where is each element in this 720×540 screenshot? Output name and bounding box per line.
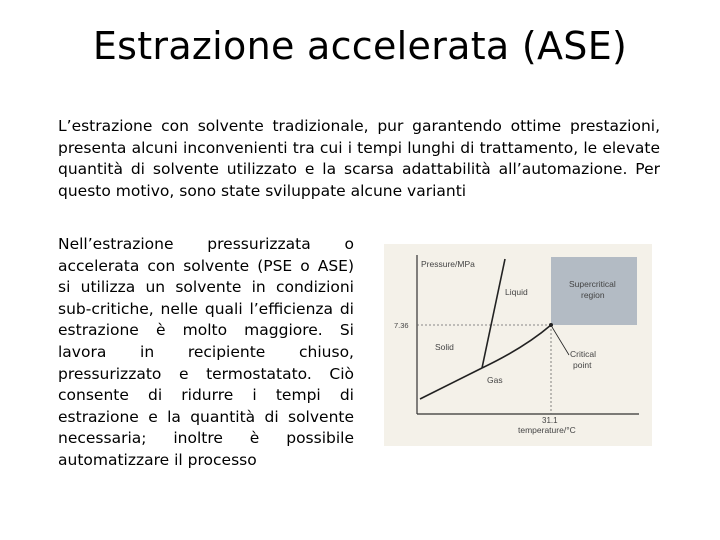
critical-point-label-line2: point (573, 360, 592, 370)
supercritical-label-line1: Supercritical (569, 279, 616, 289)
critical-point-marker (549, 323, 553, 327)
x-axis-label: temperature/°C (518, 425, 576, 435)
critical-point-label-line1: Critical (570, 349, 596, 359)
y-axis-label: Pressure/MPa (421, 259, 475, 269)
solid-label: Solid (435, 342, 454, 352)
critical-temperature-tick: 31.1 (542, 416, 558, 425)
supercritical-label-line2: region (581, 290, 605, 300)
critical-pressure-tick: 7.36 (394, 321, 409, 330)
ase-description-paragraph: Nell’estrazione pressurizzata o accelerata con solvente (PSE o ASE) si utilizza un solvente in condizioni sub-critiche, nelle quali l’efficienza di estrazione è molto maggiore. Si lavora in recipiente chiuso, pressurizzato e termostatato. Ciò consente di ridurre i tempi di estrazione e la quantità di solvente necessaria; inoltre è possibile automatizzare il processo (58, 235, 354, 469)
intro-paragraph: L’estrazione con solvente tradizionale, pur garantendo ottime prestazioni, presenta alcuni inconvenienti tra cui i tempi lunghi di trattamento, le elevate quantità di solvente utilizzato e la scarsa adattabilità all’automazione. Per questo motivo, sono state sviluppate alcune varianti (58, 117, 660, 200)
co2-phase-diagram (384, 244, 652, 446)
gas-label: Gas (487, 375, 503, 385)
liquid-label: Liquid (505, 287, 528, 297)
page-title: Estrazione accelerata (ASE) (92, 24, 628, 68)
